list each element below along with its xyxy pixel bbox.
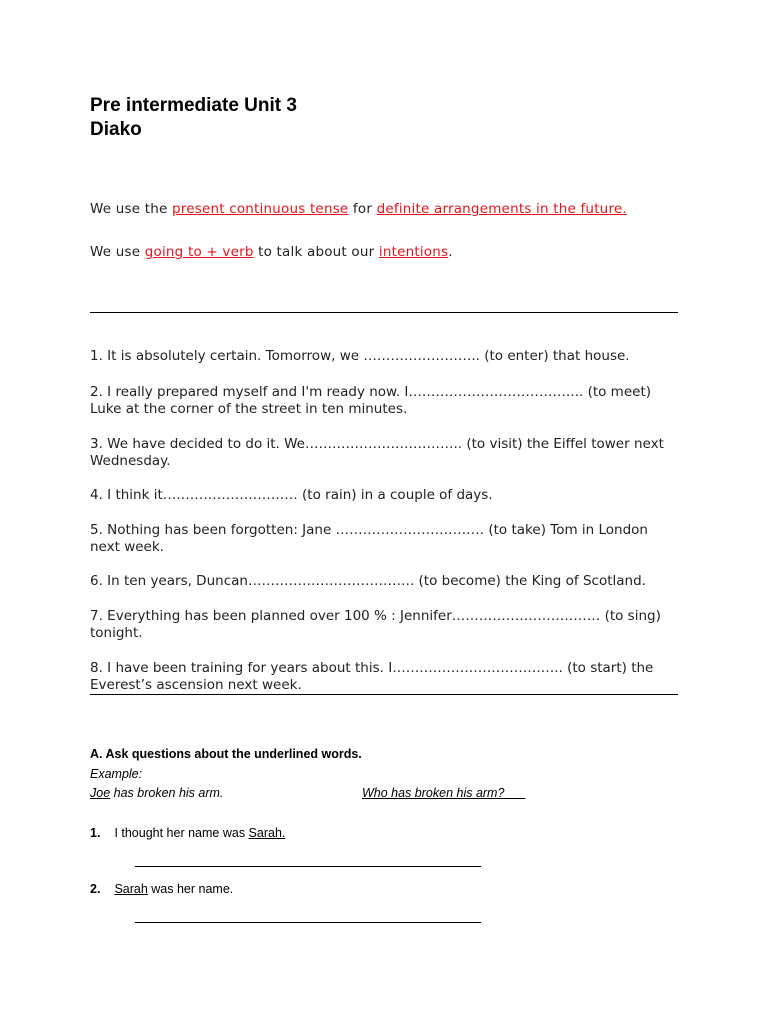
question-number: 2.: [90, 882, 101, 896]
rule-highlight: intentions: [378, 244, 449, 260]
author-name: Diako: [90, 119, 142, 140]
question-text: [114, 826, 285, 840]
divider: [90, 312, 678, 313]
example-answer-text: Who has broken his arm?: [362, 786, 505, 800]
exercise-item-4: 4. I think it………………………… (to rain) in a couple of days.: [90, 487, 493, 503]
rule-highlight: definite arrangements in the future.: [376, 201, 627, 217]
divider: [90, 694, 678, 695]
rule-text: to talk about our: [253, 244, 379, 260]
example-rest: has broken his arm.: [110, 786, 224, 800]
example-answer: [362, 786, 525, 800]
answer-line-1[interactable]: [135, 866, 481, 867]
page-title: Pre intermediate Unit 3: [90, 95, 297, 116]
question-underlined: Sarah: [114, 882, 148, 896]
example-sentence: [90, 786, 223, 800]
question-item-1: [90, 824, 285, 842]
exercise-item-8: 8. I have been training for years about this. I……………………………….. (to start) the Everest’s ascension next week.: [90, 660, 654, 693]
question-underlined: Sarah.: [248, 826, 286, 840]
exercise-item-1: 1. It is absolutely certain. Tomorrow, we …………………….. (to enter) that house.: [90, 348, 630, 364]
rule-going-to: [90, 244, 453, 260]
rule-text: We use: [90, 244, 145, 260]
rule-present-continuous: [90, 201, 627, 217]
rule-highlight: present continuous tense: [172, 201, 349, 217]
question-text-after: was her name.: [147, 882, 234, 896]
rule-highlight: going to + verb: [144, 244, 254, 260]
rule-text: .: [448, 244, 453, 260]
rule-text: for: [348, 201, 377, 217]
question-item-2: [90, 880, 233, 898]
example-subject: Joe: [90, 786, 111, 800]
question-number: 1.: [90, 826, 101, 840]
exercise-item-5: 5. Nothing has been forgotten: Jane …………………………… (to take) Tom in London next week.: [90, 522, 648, 555]
example-answer-blank: [504, 786, 525, 800]
answer-line-2[interactable]: [135, 922, 481, 923]
exercise-item-3: 3. We have decided to do it. We…………………………….. (to visit) the Eiffel tower next Wednesday.: [90, 436, 664, 469]
example-label: Example:: [90, 767, 143, 781]
section-a-title: A. Ask questions about the underlined words.: [90, 747, 362, 761]
rule-text: We use the: [90, 201, 172, 217]
exercise-item-6: 6. In ten years, Duncan………………………………. (to become) the King of Scotland.: [90, 573, 646, 589]
question-text: [114, 882, 233, 896]
exercise-item-2: 2. I really prepared myself and I'm ready now. I………………………………... (to meet) Luke at the corner of the street in ten minutes.: [90, 384, 652, 417]
exercise-item-7: 7. Everything has been planned over 100 % : Jennifer…………………………… (to sing) tonight.: [90, 608, 661, 641]
question-text-before: I thought her name was: [114, 826, 249, 840]
